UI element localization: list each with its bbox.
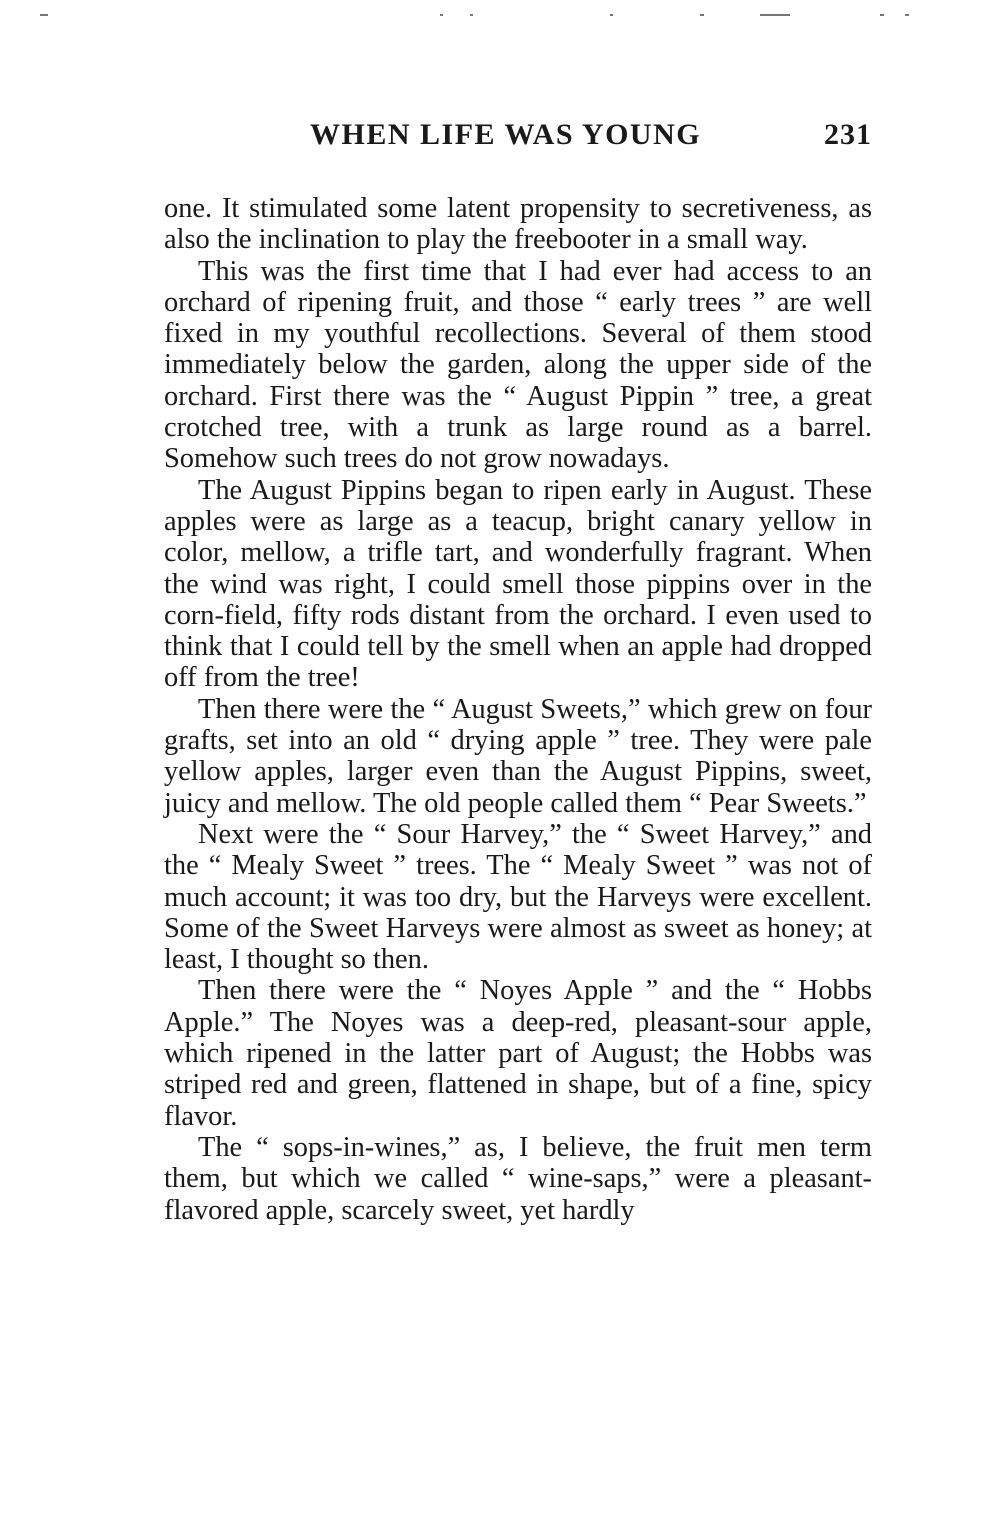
scan-mark [40,14,48,16]
scan-mark [760,14,790,16]
paragraph: The August Pippins began to ripen early in August. These apples were as large as a teacup, bright canary yellow in color, mellow, a trifle tart, and wonderfully fragrant. When the wind was right, I could smell those pippins over in the corn-field, fifty rods distant from the orchard. I even used to think that I could tell by the smell when an apple had dropped off from the tree! [164,474,872,694]
running-title: WHEN LIFE WAS YOUNG [310,118,702,151]
paragraph: one. It stimulated some latent propensity to secretiveness, as also the inclination to play the freebooter in a small way. [164,193,872,256]
scan-mark [700,14,704,16]
paragraph: Then there were the “ August Sweets,” which grew on four grafts, set into an old “ drying apple ” tree. They were pale yellow apples, larger even than the August Pippins, sweet, juicy and mellow. The old people called them “ Pear Sweets.” [164,693,872,819]
page-header [160,118,872,158]
page-number: 231 [824,118,872,151]
scan-mark [905,14,909,16]
paragraph: Then there were the “ Noyes Apple ” and the “ Hobbs Apple.” The Noyes was a deep-red, pleasant-sour apple, which ripened in the latter part of August; the Hobbs was striped red and green, flattened in shape, but of a fine, spicy flavor. [164,975,872,1132]
paragraph: The “ sops-in-wines,” as, I believe, the fruit men term them, but which we called “ wine-saps,” were a pleasant-flavored apple, scarcely sweet, yet hardly [164,1131,872,1226]
paragraph: This was the first time that I had ever had access to an orchard of ripening fruit, and those “ early trees ” are well fixed in my youthful recollections. Several of them stood immediately below the garden, along the upper side of the orchard. First there was the “ August Pippin ” tree, a great crotched tree, with a trunk as large round as a barrel. Somehow such trees do not grow nowadays. [164,255,872,475]
scan-mark [880,14,884,16]
body-text [164,193,872,1226]
scan-mark [610,14,613,16]
scan-mark [470,14,473,16]
scan-artifacts [0,0,1000,30]
scan-mark [440,14,443,16]
paragraph: Next were the “ Sour Harvey,” the “ Sweet Harvey,” and the “ Mealy Sweet ” trees. The “ Mealy Sweet ” was not of much account; it was too dry, but the Harveys were excellent. Some of the Sweet Harveys were almost as sweet as honey; at least, I thought so then. [164,818,872,976]
